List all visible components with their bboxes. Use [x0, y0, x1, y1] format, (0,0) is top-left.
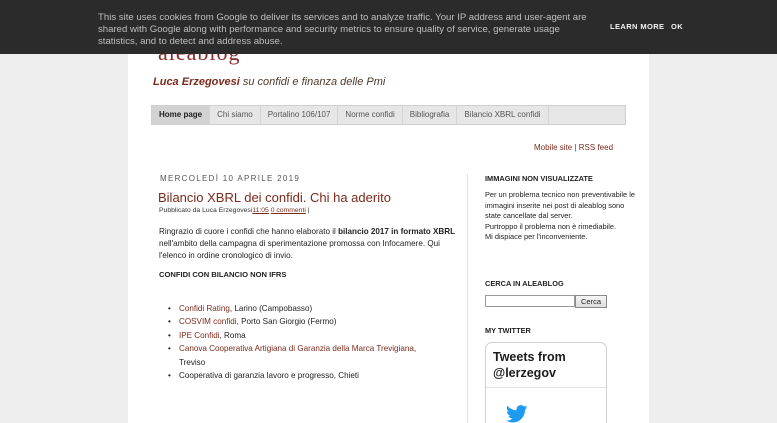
intro-text-1: Ringrazio di cuore i confidi che hanno elaborato il: [159, 227, 339, 236]
confidi-location: Cooperativa di garanzia lavoro e progresso, Chieti: [179, 371, 359, 381]
list-item: [168, 329, 428, 342]
comments-link[interactable]: 0 commenti: [270, 207, 306, 214]
twitter-heading: MY TWITTER: [485, 326, 531, 335]
images-text-3: Mi dispiace per l'inconveniente.: [485, 232, 588, 242]
search-heading: CERCA IN ALEABLOG: [485, 279, 564, 288]
top-links: [534, 143, 613, 152]
confidi-location: , Treviso: [179, 344, 417, 367]
search-input[interactable]: [485, 295, 575, 307]
list-item: [168, 369, 428, 382]
search-button[interactable]: Cerca: [575, 295, 607, 308]
intro-bold-2: in formato XBRL: [391, 227, 456, 236]
learn-more-button[interactable]: LEARN MORE: [610, 22, 665, 31]
tab-bilancio-xbrl-confidi[interactable]: Bilancio XBRL confidi: [457, 106, 548, 124]
images-heading: IMMAGINI NON VISUALIZZATE: [485, 174, 593, 183]
post-time-link[interactable]: 11:05: [252, 207, 269, 214]
byline-separator: |: [305, 207, 310, 214]
tagline-author: Luca Erzegovesi: [153, 76, 240, 88]
nav-tabs: [151, 105, 626, 125]
post-byline: [159, 207, 310, 214]
cookie-banner: [0, 0, 777, 54]
list-item: [168, 315, 428, 328]
images-text-2: Purtroppo il problema non è rimediabile.: [485, 221, 617, 231]
blog-page: [128, 40, 649, 423]
post-intro: [159, 226, 464, 262]
ok-button[interactable]: OK: [671, 22, 684, 31]
section-heading: CONFIDI CON BILANCIO NON IFRS: [159, 270, 287, 279]
link-separator: |: [572, 143, 579, 152]
twitter-header: [493, 349, 566, 381]
post-date: MERCOLEDÌ 10 APRILE 2019: [160, 174, 301, 183]
tab-chi-siamo[interactable]: Chi siamo: [210, 106, 261, 124]
list-item: [168, 302, 428, 315]
confidi-link[interactable]: Canova Cooperativa Artigiana di Garanzia della Marca Trevigiana: [179, 344, 414, 354]
twitter-handle[interactable]: @lerzegov: [493, 366, 556, 380]
twitter-bird-icon: [506, 405, 528, 423]
confidi-list: [168, 302, 428, 382]
post-title[interactable]: Bilancio XBRL dei confidi. Chi ha aderito: [158, 190, 391, 205]
twitter-divider: [486, 387, 606, 388]
confidi-link[interactable]: IPE Confidi: [179, 330, 220, 340]
intro-text-3: nell'ambito della campagna di sperimentazione promossa con Infocamere. Qui l'elenco in ordine cronologico di invio.: [159, 239, 440, 260]
confidi-link[interactable]: COSVIM confidi: [179, 317, 237, 327]
tagline-text: su confidi e finanza delle Pmi: [239, 76, 386, 88]
confidi-location: , Porto San Giorgio (Fermo): [236, 317, 337, 327]
tab-bibliografia[interactable]: Bibliografia: [403, 106, 458, 124]
byline-author: Pubblicato da Luca Erzegovesi: [159, 207, 253, 214]
twitter-widget[interactable]: [485, 342, 607, 423]
twitter-title: Tweets from: [493, 350, 566, 364]
list-item: [168, 342, 428, 369]
tab-home-page[interactable]: Home page: [152, 106, 210, 124]
tab-portalino-106-107[interactable]: Portalino 106/107: [261, 106, 339, 124]
column-divider: [467, 174, 468, 423]
confidi-link[interactable]: Confidi Rating: [179, 304, 230, 313]
images-text-1: Per un problema tecnico non preventivabile le immagini inserite nei post di aleablog sono state cancellate dal server.: [485, 190, 635, 221]
cookie-text: This site uses cookies from Google to deliver its services and to analyze traffic. Your IP address and user-agent are shared with Google along with performance and security metrics to ensure quality of service, generate usage statistics, and to detect and address abuse.: [98, 12, 587, 47]
rss-feed-link[interactable]: RSS feed: [578, 143, 614, 152]
intro-bold-1: bilancio 2017: [338, 227, 389, 236]
tab-norme-confidi[interactable]: Norme confidi: [338, 106, 402, 124]
images-notice: [485, 190, 635, 243]
mobile-site-link[interactable]: Mobile site: [534, 143, 573, 152]
confidi-location: , Larino (Campobasso): [229, 304, 313, 313]
blog-tagline: [153, 76, 385, 88]
confidi-location: , Roma: [219, 330, 246, 340]
